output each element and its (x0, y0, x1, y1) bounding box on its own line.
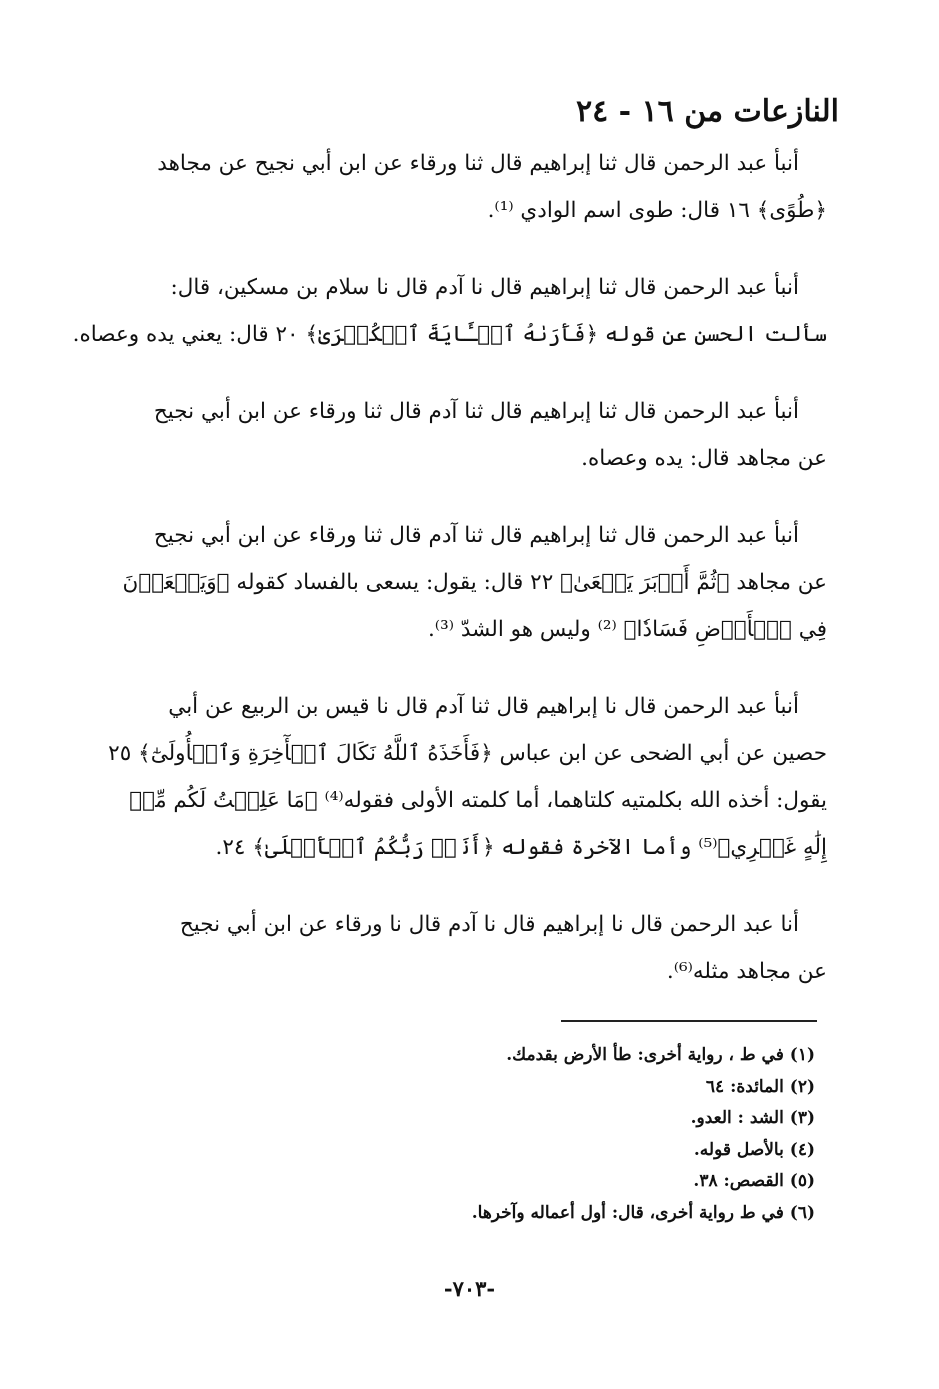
footnotes (120, 1040, 815, 1229)
page-number: -٧٠٣- (443, 1276, 496, 1301)
paragraph-line: عن مجاهد مثله⁽⁶⁾. (666, 959, 827, 984)
paragraph-line: يقول: أخذه الله بكلمتيه كلتاهما، أما كلمته الأولى فقوله⁽⁴⁾ ﴿مَا عَلِمۡتُ لَكُم مِّنۡ (129, 788, 827, 813)
paragraph-3 (132, 388, 827, 482)
paragraph-line: عن مجاهد قال: يده وعصاه. (581, 446, 827, 471)
body-text (72, 140, 827, 1025)
paragraph-line: أنبأ عبد الرحمن قال ثنا إبراهيم قال ثنا آدم قال ثنا ورقاء عن ابن أبي نجيح (153, 523, 799, 548)
paragraph-line: حصين عن أبي الضحى عن ابن عباس ﴿فَأَخَذَهُ ٱللَّهُ نَكَالَ ٱلۡأٓخِرَةِ وَٱلۡأُولَىٰٓ﴾ ٢٥ (108, 741, 827, 766)
footnote-item: (٣) الشد : العدو. (690, 1108, 815, 1128)
page-heading: النازعات من ١٦ - ٢٤ (575, 94, 839, 129)
paragraph-line: فِي ٱلۡأَرۡضِ فَسَادٗا﴾ ⁽²⁾ وليس هو الشدّ ⁽³⁾. (427, 617, 827, 642)
footnote-item: (٥) القصص: ٣٨. (693, 1171, 815, 1191)
paragraph-line: أنا عبد الرحمن قال نا إبراهيم قال نا آدم قال نا ورقاء عن ابن أبي نجيح (179, 912, 799, 937)
paragraph-line: أنبأ عبد الرحمن قال نا إبراهيم قال ثنا آدم قال نا قيس بن الربيع عن أبي (168, 694, 799, 719)
paragraph-6 (132, 901, 827, 995)
paragraph-line: أنبأ عبد الرحمن قال ثنا إبراهيم قال ثنا ورقاء عن ابن أبي نجيح عن مجاهد (157, 151, 799, 176)
paragraph-line: أنبأ عبد الرحمن قال ثنا إبراهيم قال نا آدم قال نا سلام بن مسكين، قال: (170, 275, 799, 300)
paragraph-line: أنبأ عبد الرحمن قال ثنا إبراهيم قال ثنا آدم قال ثنا ورقاء عن ابن أبي نجيح (153, 399, 799, 424)
paragraph-1 (132, 140, 827, 234)
paragraph-5 (108, 683, 827, 871)
paragraph-2 (72, 264, 827, 358)
paragraph-line: عن مجاهد ﴿ثُمَّ أَدۡبَرَ يَسۡعَىٰ﴾ ٢٢ قال: يقول: يسعى بالفساد كقوله ﴿وَيَسۡعَوۡنَ (122, 570, 827, 595)
footnote-item: (٦) في ط رواية أخرى، قال: أول أعماله وآخرها. (471, 1202, 815, 1223)
footnote-item: (٢) المائدة: ٦٤ (705, 1076, 815, 1097)
paragraph-line: سألت الحسن عن قوله ﴿فَأَرَىٰهُ ٱلۡـَٔايَةَ ٱلۡكُبۡرَىٰ﴾ ٢٠ قال: يعني يده وعصاه. (72, 322, 827, 347)
paragraph-4 (122, 512, 827, 653)
footnote-item: (١) في ط ، رواية أخرى: طأ الأرض بقدمك. (506, 1045, 815, 1065)
footnote-item: (٤) بالأصل قوله. (693, 1139, 815, 1160)
paragraph-line: إِلَٰهٍ غَيۡرِي﴾⁽⁵⁾ وأما الآخرة فقوله ﴿أَنَا۠ رَبُّكُمُ ٱلۡأَعۡلَىٰ﴾ ٢٤. (215, 835, 827, 860)
footnote-divider (561, 1020, 817, 1022)
paragraph-line: ﴿طُوًى﴾ ١٦ قال: طوى اسم الوادي ⁽¹⁾. (487, 198, 827, 223)
